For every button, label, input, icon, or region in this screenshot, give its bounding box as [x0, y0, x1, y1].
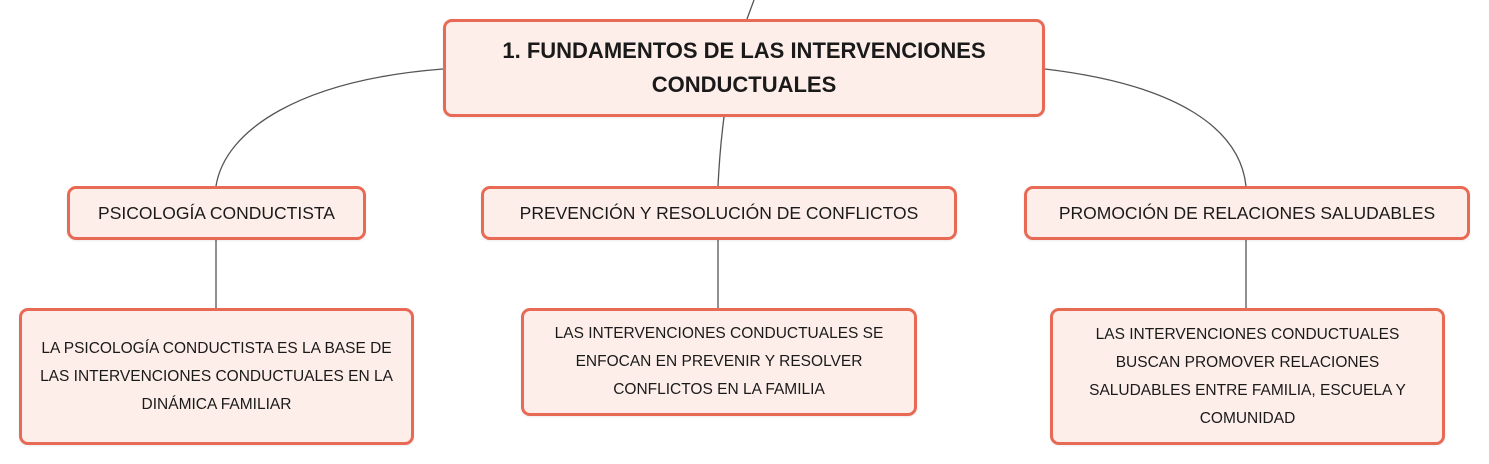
subtopic-line: LAS INTERVENCIONES CONDUCTUALES SE — [554, 325, 884, 342]
subtopic-line: LA PSICOLOGÍA CONDUCTISTA ES LA BASE DE — [41, 339, 392, 357]
topic-psicologia-conductista[interactable] — [67, 186, 366, 240]
subtopic-psicologia-detail[interactable] — [19, 308, 414, 445]
subtopic-promocion-detail[interactable] — [1050, 308, 1445, 445]
parent-connector — [747, 0, 754, 19]
subtopic-line: ENFOCAN EN PREVENIR Y RESOLVER — [575, 353, 863, 370]
subtopic-line: LAS INTERVENCIONES CONDUCTUALES — [1095, 325, 1400, 343]
connector-root-to-promocion — [1045, 69, 1246, 186]
root-topic[interactable] — [443, 19, 1045, 117]
subtopic-line: LAS INTERVENCIONES CONDUCTUALES EN LA — [40, 367, 393, 385]
connector-root-to-prevencion — [718, 117, 724, 186]
root-topic-line-1: 1. FUNDAMENTOS DE LAS INTERVENCIONES — [502, 38, 986, 63]
subtopic-line: DINÁMICA FAMILIAR — [141, 395, 292, 413]
subtopic-line: BUSCAN PROMOVER RELACIONES — [1115, 353, 1380, 371]
subtopic-line: CONFLICTOS EN LA FAMILIA — [613, 381, 825, 398]
subtopic-line: COMUNIDAD — [1199, 409, 1296, 427]
topic-label: PROMOCIÓN DE RELACIONES SALUDABLES — [1058, 202, 1436, 223]
topic-promocion-relaciones-saludables[interactable] — [1024, 186, 1470, 240]
topic-prevencion-resolucion-conflictos[interactable] — [481, 186, 957, 240]
root-topic-line-2: CONDUCTUALES — [651, 72, 837, 97]
connector-root-to-psicologia — [216, 69, 443, 186]
subtopic-prevencion-detail[interactable] — [521, 308, 917, 416]
subtopic-line: SALUDABLES ENTRE FAMILIA, ESCUELA Y — [1089, 381, 1406, 399]
topic-label: PSICOLOGÍA CONDUCTISTA — [98, 202, 335, 223]
topic-label: PREVENCIÓN Y RESOLUCIÓN DE CONFLICTOS — [519, 202, 919, 223]
